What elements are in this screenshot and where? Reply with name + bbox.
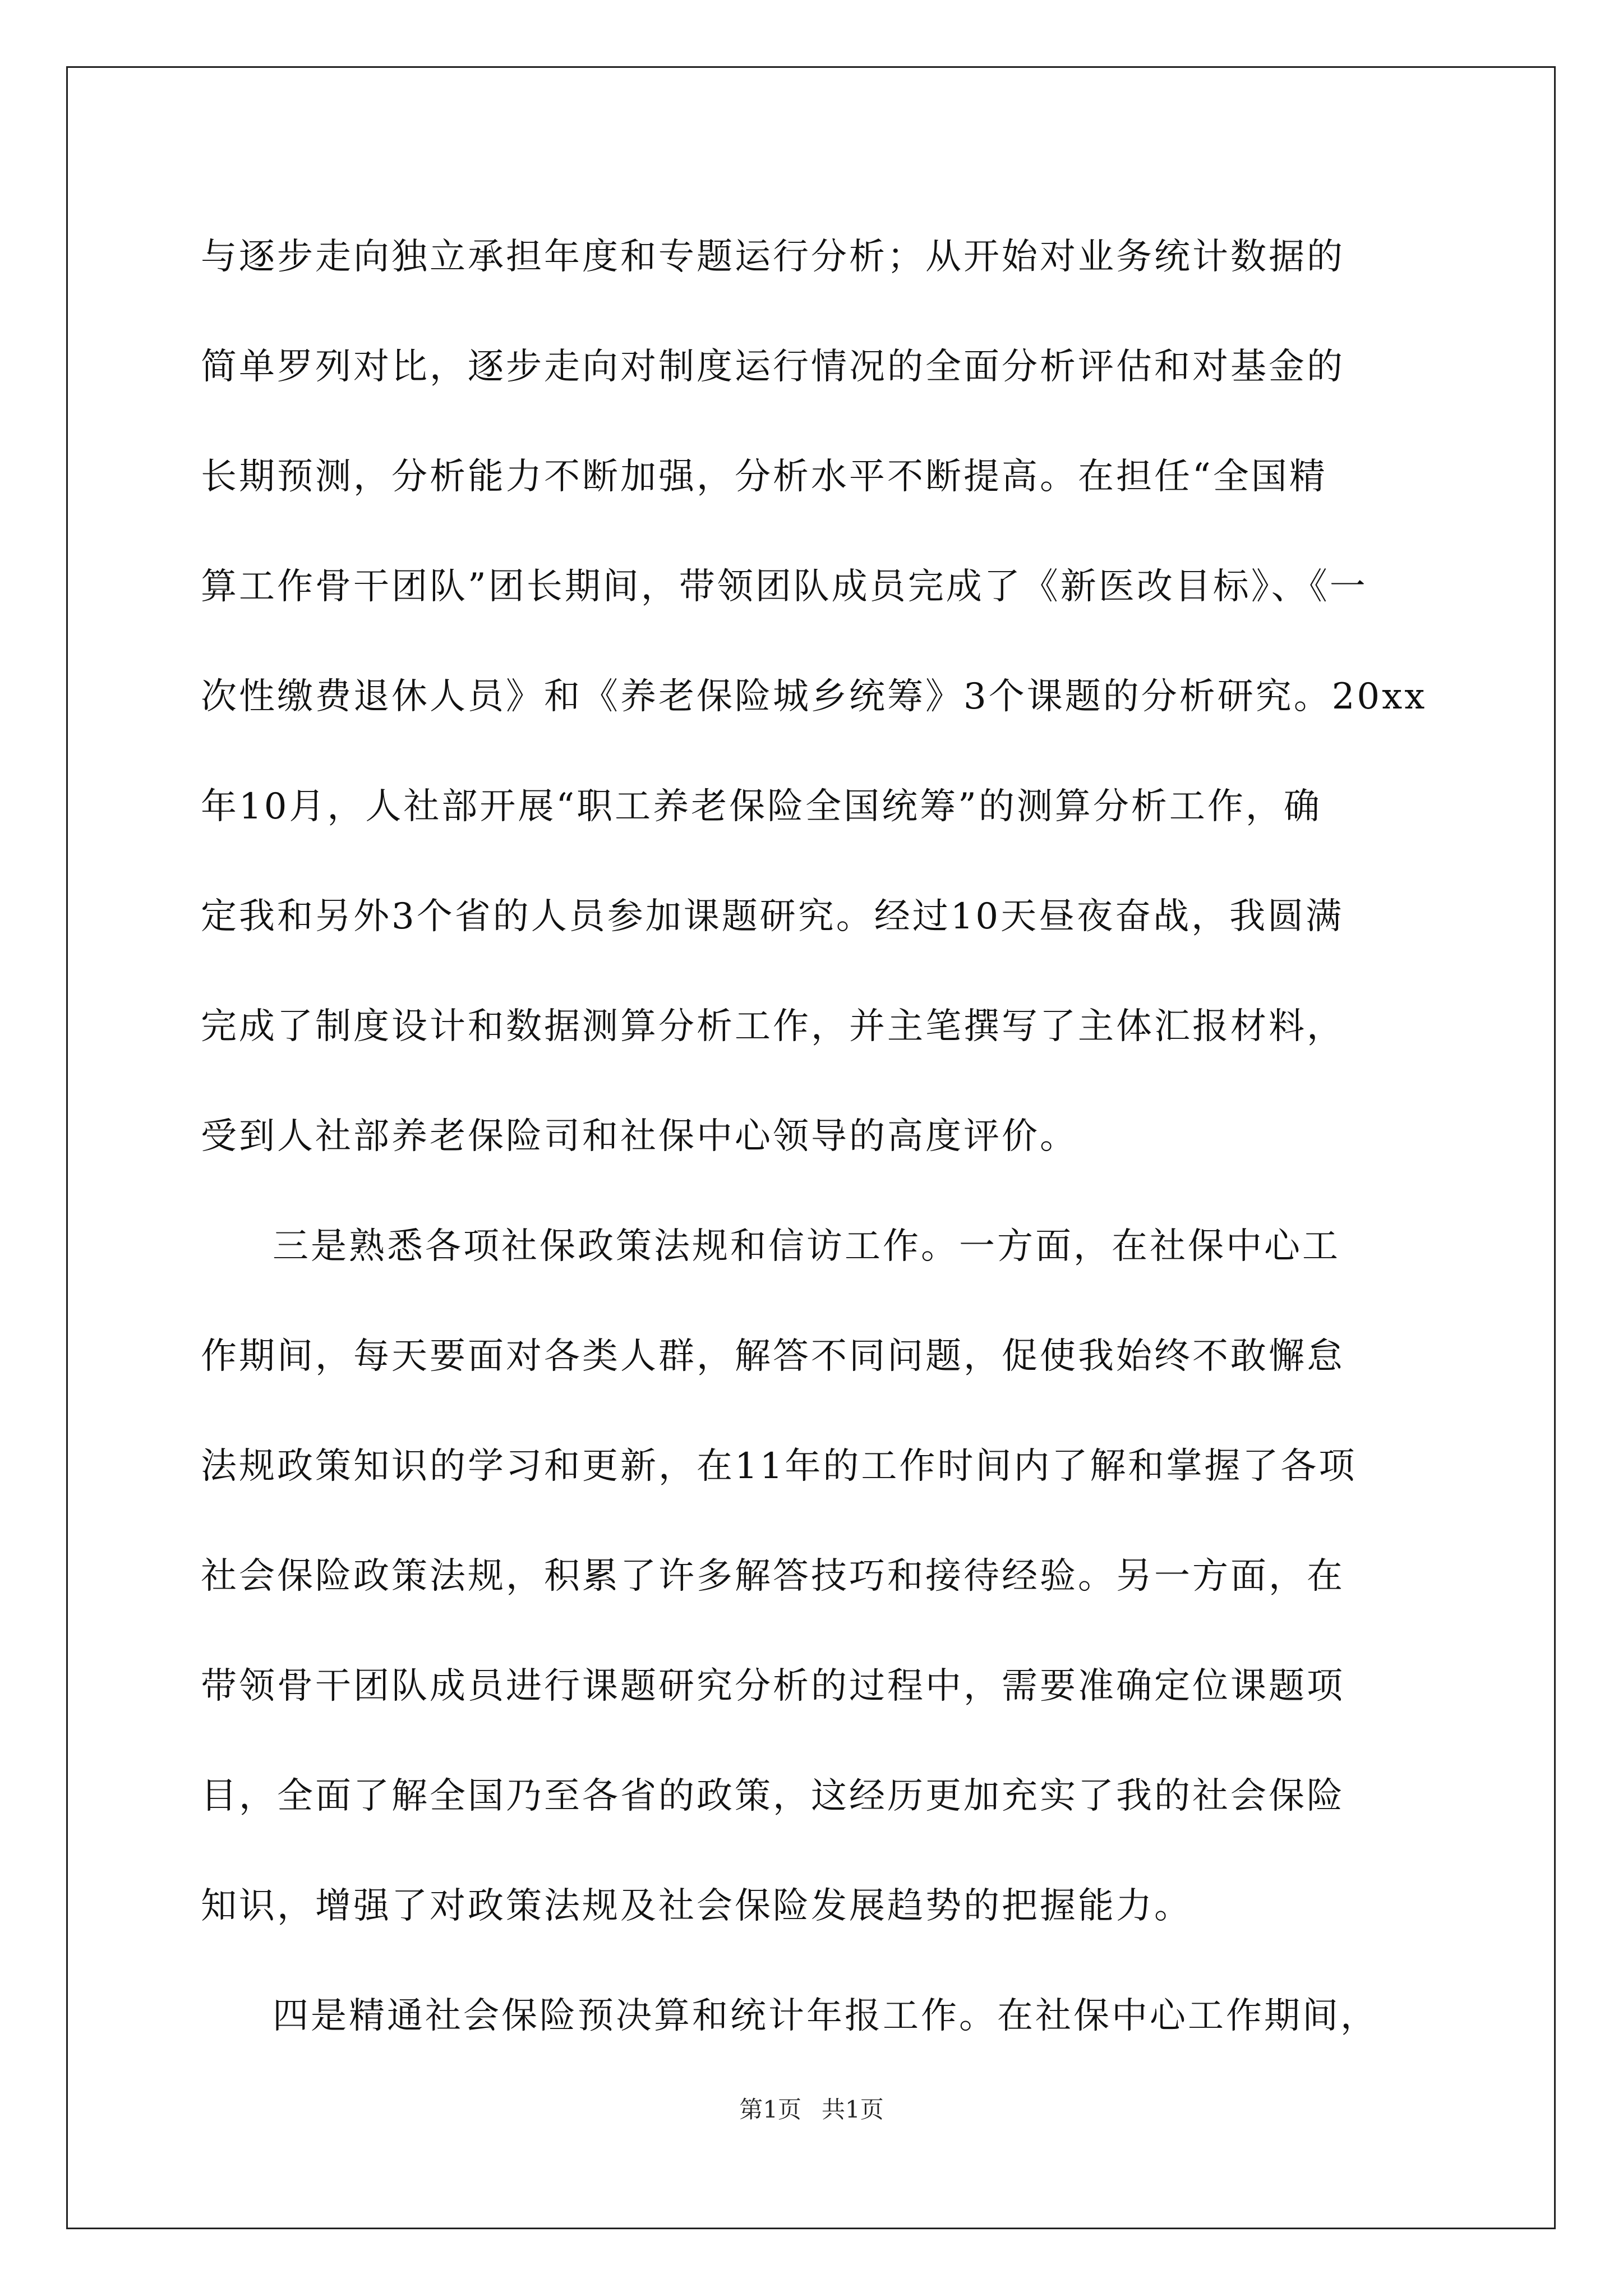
- text-line: 带领骨干团队成员进行课题研究分析的过程中，需要准确定位课题项: [201, 1665, 1345, 1707]
- text-line: 与逐步走向独立承担年度和专题运行分析；从开始对业务统计数据的: [201, 236, 1345, 278]
- text-line: 完成了制度设计和数据测算分析工作，并主笔撰写了主体汇报材料，: [201, 1006, 1345, 1047]
- text-line: 算工作骨干团队”团长期间，带领团队成员完成了《新医改目标》、《一: [201, 566, 1368, 608]
- text-line: 社会保险政策法规，积累了许多解答技巧和接待经验。另一方面，在: [201, 1556, 1345, 1597]
- text-line: 受到人社部养老保险司和社保中心领导的高度评价。: [201, 1116, 1078, 1157]
- text-line: 法规政策知识的学习和更新，在11年的工作时间内了解和掌握了各项: [201, 1446, 1357, 1487]
- page-footer: [0, 2091, 1623, 2125]
- text-line: 作期间，每天要面对各类人群，解答不同问题，促使我始终不敢懈怠: [201, 1336, 1345, 1377]
- text-line: 定我和另外3个省的人员参加课题研究。经过10天昼夜奋战，我圆满: [201, 896, 1344, 937]
- text-line: 年10月，人社部开展“职工养老保险全国统筹”的测算分析工作，确: [201, 786, 1322, 827]
- document-body: [201, 202, 1427, 2071]
- page-number: 第1页: [739, 2096, 801, 2123]
- text-line: 知识，增强了对政策法规及社会保险发展趋势的把握能力。: [201, 1885, 1192, 1927]
- text-line: 长期预测，分析能力不断加强，分析水平不断提高。在担任“全国精: [201, 456, 1327, 498]
- paragraph-start-line: 三是熟悉各项社保政策法规和信访工作。一方面，在社保中心工: [273, 1226, 1340, 1267]
- paragraph-start-line: 四是精通社会保险预决算和统计年报工作。在社保中心工作期间，: [273, 1995, 1378, 2037]
- page-total: 共1页: [822, 2096, 884, 2123]
- text-line: 次性缴费退休人员》和《养老保险城乡统筹》3个课题的分析研究。20xx: [201, 676, 1427, 717]
- text-line: 简单罗列对比，逐步走向对制度运行情况的全面分析评估和对基金的: [201, 346, 1345, 388]
- text-line: 目，全面了解全国乃至各省的政策，这经历更加充实了我的社会保险: [201, 1775, 1345, 1817]
